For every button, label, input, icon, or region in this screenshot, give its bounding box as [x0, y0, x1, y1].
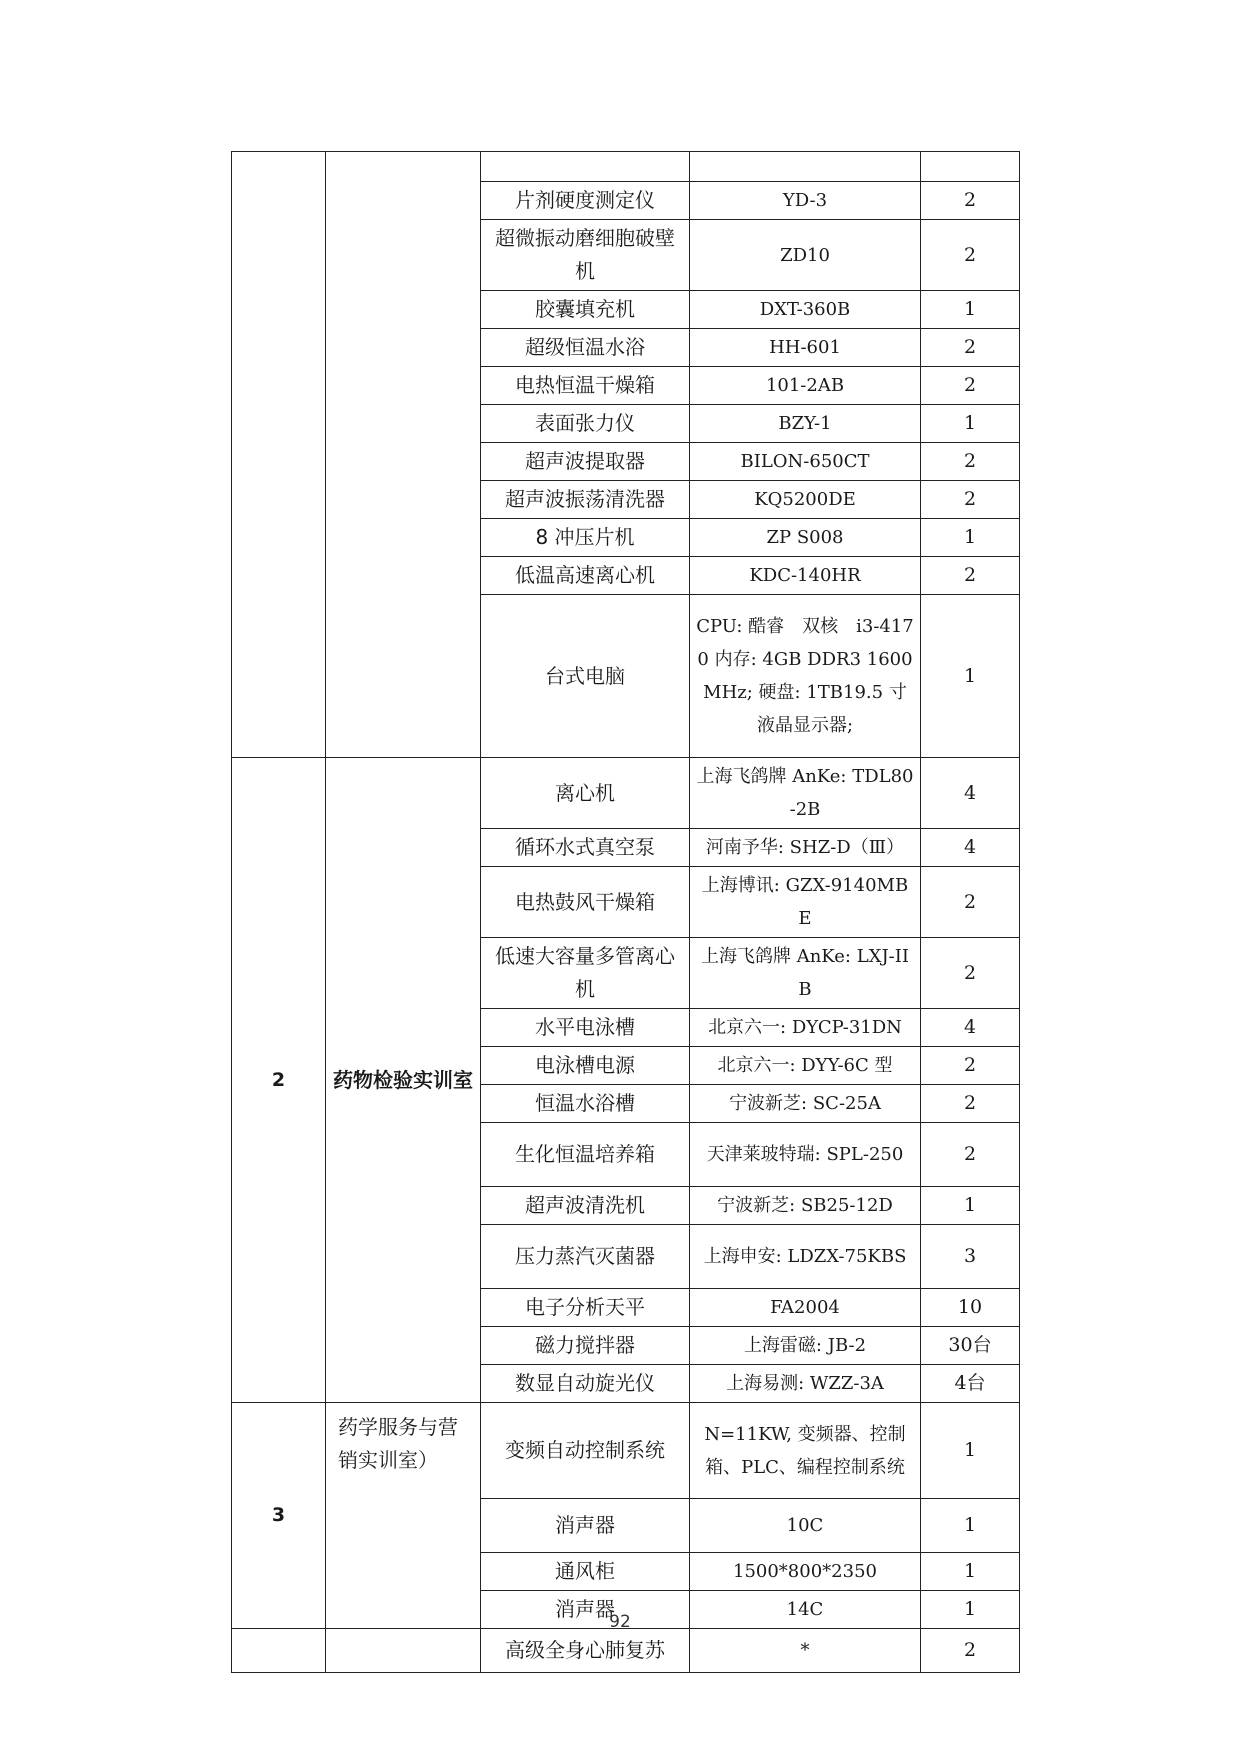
row-number-cell: 3: [232, 1403, 326, 1629]
equipment-name-cell: 数显自动旋光仪: [481, 1365, 690, 1403]
equipment-model-cell: 河南予华: SHZ-D（Ⅲ）: [690, 829, 921, 867]
equipment-qty-cell: 2: [921, 329, 1020, 367]
equipment-model-cell: 上海飞鸽牌 AnKe: TDL80-2B: [690, 758, 921, 829]
equipment-model-cell: 北京六一: DYCP-31DN: [690, 1009, 921, 1047]
equipment-qty-cell: 3: [921, 1225, 1020, 1289]
equipment-name-cell: 台式电脑: [481, 595, 690, 758]
equipment-qty-cell: 2: [921, 182, 1020, 220]
equipment-name-cell: 离心机: [481, 758, 690, 829]
room-name-cell: [326, 152, 481, 758]
equipment-qty-cell: 4台: [921, 1365, 1020, 1403]
equipment-qty-cell: 1: [921, 405, 1020, 443]
equipment-qty-cell: 4: [921, 829, 1020, 867]
equipment-qty-cell: [921, 152, 1020, 182]
equipment-qty-cell: 2: [921, 481, 1020, 519]
equipment-name-cell: 变频自动控制系统: [481, 1403, 690, 1499]
equipment-name-cell: 循环水式真空泵: [481, 829, 690, 867]
equipment-model-cell: ZD10: [690, 220, 921, 291]
equipment-qty-cell: 10: [921, 1289, 1020, 1327]
equipment-name-cell: 电热恒温干燥箱: [481, 367, 690, 405]
equipment-model-cell: HH-601: [690, 329, 921, 367]
equipment-qty-cell: 1: [921, 1553, 1020, 1591]
equipment-qty-cell: 2: [921, 557, 1020, 595]
equipment-qty-cell: 1: [921, 595, 1020, 758]
equipment-model-cell: 上海博讯: GZX-9140MBE: [690, 867, 921, 938]
equipment-model-cell: KDC-140HR: [690, 557, 921, 595]
equipment-model-cell: BILON-650CT: [690, 443, 921, 481]
equipment-model-cell: N=11KW, 变频器、控制箱、PLC、编程控制系统: [690, 1403, 921, 1499]
equipment-name-cell: 生化恒温培养箱: [481, 1123, 690, 1187]
equipment-qty-cell: 2: [921, 1629, 1020, 1673]
equipment-table-body: [232, 152, 1020, 1673]
equipment-name-cell: 低温高速离心机: [481, 557, 690, 595]
equipment-model-cell: [690, 152, 921, 182]
equipment-qty-cell: 4: [921, 758, 1020, 829]
equipment-name-cell: 磁力搅拌器: [481, 1327, 690, 1365]
equipment-name-cell: 水平电泳槽: [481, 1009, 690, 1047]
equipment-model-cell: FA2004: [690, 1289, 921, 1327]
row-number-cell: [232, 152, 326, 758]
row-number-cell: 2: [232, 758, 326, 1403]
equipment-name-cell: 超声波提取器: [481, 443, 690, 481]
equipment-qty-cell: 1: [921, 519, 1020, 557]
equipment-model-cell: YD-3: [690, 182, 921, 220]
equipment-name-cell: 超声波清洗机: [481, 1187, 690, 1225]
equipment-model-cell: 上海申安: LDZX-75KBS: [690, 1225, 921, 1289]
equipment-model-cell: 宁波新芝: SC-25A: [690, 1085, 921, 1123]
room-name-cell: [326, 1629, 481, 1673]
equipment-model-cell: *: [690, 1629, 921, 1673]
equipment-name-cell: 低速大容量多管离心机: [481, 938, 690, 1009]
equipment-name-cell: 片剂硬度测定仪: [481, 182, 690, 220]
equipment-name-cell: 压力蒸汽灭菌器: [481, 1225, 690, 1289]
equipment-qty-cell: 2: [921, 367, 1020, 405]
equipment-model-cell: 天津莱玻特瑞: SPL-250: [690, 1123, 921, 1187]
row-number-cell: [232, 1629, 326, 1673]
equipment-name-cell: 胶囊填充机: [481, 291, 690, 329]
equipment-qty-cell: 2: [921, 1123, 1020, 1187]
equipment-name-cell: 超声波振荡清洗器: [481, 481, 690, 519]
equipment-model-cell: KQ5200DE: [690, 481, 921, 519]
equipment-model-cell: 14C: [690, 1591, 921, 1629]
equipment-qty-cell: 2: [921, 867, 1020, 938]
equipment-qty-cell: 4: [921, 1009, 1020, 1047]
table-row: [232, 1403, 1020, 1499]
equipment-name-cell: 超级恒温水浴: [481, 329, 690, 367]
equipment-name-cell: 高级全身心肺复苏: [481, 1629, 690, 1673]
equipment-qty-cell: 1: [921, 1499, 1020, 1553]
room-name-cell: 药学服务与营销实训室）: [326, 1403, 481, 1629]
equipment-qty-cell: 2: [921, 1085, 1020, 1123]
page-number: 92: [609, 1612, 631, 1632]
equipment-qty-cell: 30台: [921, 1327, 1020, 1365]
equipment-model-cell: 宁波新芝: SB25-12D: [690, 1187, 921, 1225]
room-name-cell: 药物检验实训室: [326, 758, 481, 1403]
equipment-name-cell: 表面张力仪: [481, 405, 690, 443]
equipment-model-cell: ZP S008: [690, 519, 921, 557]
equipment-model-cell: 北京六一: DYY-6C 型: [690, 1047, 921, 1085]
equipment-qty-cell: 2: [921, 938, 1020, 1009]
table-row: [232, 758, 1020, 829]
equipment-qty-cell: 1: [921, 1403, 1020, 1499]
equipment-qty-cell: 2: [921, 1047, 1020, 1085]
table-row: [232, 1629, 1020, 1673]
equipment-name-cell: 恒温水浴槽: [481, 1085, 690, 1123]
equipment-qty-cell: 2: [921, 443, 1020, 481]
equipment-qty-cell: 1: [921, 291, 1020, 329]
equipment-model-cell: CPU: 酷睿 双核 i3-4170 内存: 4GB DDR3 1600 MHz; 硬盘: 1TB19.5 寸液晶显示器;: [690, 595, 921, 758]
equipment-name-cell: 消声器: [481, 1591, 690, 1629]
equipment-name-cell: 电子分析天平: [481, 1289, 690, 1327]
equipment-model-cell: 101-2AB: [690, 367, 921, 405]
equipment-model-cell: 1500*800*2350: [690, 1553, 921, 1591]
equipment-qty-cell: 1: [921, 1187, 1020, 1225]
equipment-model-cell: BZY-1: [690, 405, 921, 443]
equipment-model-cell: 上海飞鸽牌 AnKe: LXJ-IIB: [690, 938, 921, 1009]
equipment-model-cell: 上海雷磁: JB-2: [690, 1327, 921, 1365]
equipment-name-cell: 电热鼓风干燥箱: [481, 867, 690, 938]
equipment-name-cell: 通风柜: [481, 1553, 690, 1591]
equipment-qty-cell: 1: [921, 1591, 1020, 1629]
equipment-qty-cell: 2: [921, 220, 1020, 291]
equipment-model-cell: 上海易测: WZZ-3A: [690, 1365, 921, 1403]
equipment-name-cell: [481, 152, 690, 182]
equipment-name-cell: 超微振动磨细胞破壁机: [481, 220, 690, 291]
table-row: [232, 152, 1020, 182]
equipment-model-cell: 10C: [690, 1499, 921, 1553]
equipment-model-cell: DXT-360B: [690, 291, 921, 329]
equipment-name-cell: 消声器: [481, 1499, 690, 1553]
equipment-table: [231, 151, 1020, 1673]
equipment-name-cell: 电泳槽电源: [481, 1047, 690, 1085]
equipment-name-cell: 8 冲压片机: [481, 519, 690, 557]
